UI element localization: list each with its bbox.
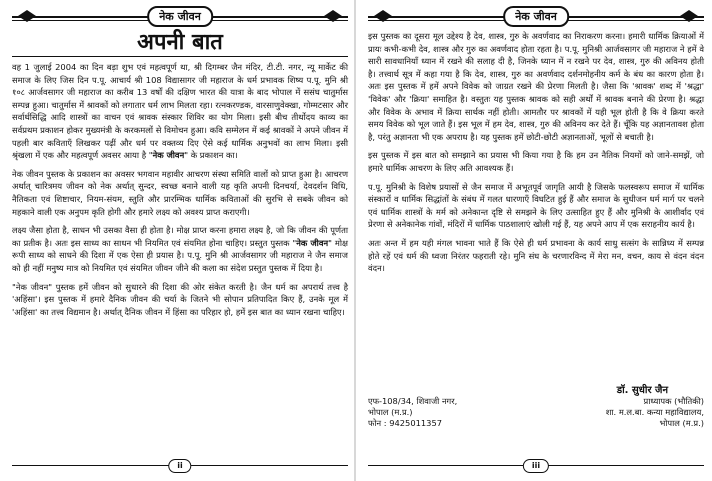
- header-title: नेक जीवन: [147, 6, 213, 27]
- paragraph: अतः अन्त में हम यही मंगल भावना भाते हैं कि ऐसे ही धर्म प्रभावना के कार्य साधु सत्संग के सान्निध्य में सम्पन्न होते रहें एवं धर्म की ध्वजा निरंतर फहराती रहे। मुनि संघ के चरणारविन्द में मेरा मन, वचन, काय से वंदन वंदन वंदन।: [368, 237, 704, 274]
- author-phone: फोन : 9425011357: [368, 418, 443, 428]
- paragraph-text: लक्ष्य जैसा होता है, साधन भी उसका वैसा ही होता है। मोक्ष प्राप्त करना हमारा लक्ष्य है, जो कि जीवन की पूर्णता का प्रतीक है। अतः इस साध्य का साधन भी नियमित एवं संयमित होना चाहिए। प्रस्तुत पुस्तक ": [12, 225, 348, 248]
- author-role: प्राध्यापक (भौतिकी): [643, 396, 704, 406]
- paragraph-tail: " के प्रकाशन का।: [184, 150, 238, 161]
- paragraph: [12, 224, 348, 274]
- paragraph-tail: " मोक्ष रूपी साध्य को साधने की दिशा में एक ऐसा ही प्रयास है। प.पू. मुनि श्री आर्जवसागर जी महाराज ने जैन समाज को ही नहीं मनुष्य मात्र को नियमित एवं संयमित जीवन जीने की कला का संदेश प्रस्तुत पुस्तक में दिया है।: [12, 237, 348, 273]
- signature-row: [368, 418, 704, 429]
- paragraph: "नेक जीवन" पुस्तक हमें जीवन को सुधारने की दिशा की ओर संकेत करती है। जैन धर्म का अपरार्थ तत्त्व है 'अहिंसा'। इस पुस्तक में हमारे दैनिक जीवन की चर्या के जितने भी सोपान प्रतिपादित किए हैं, उनके मूल में 'अहिंसा' का तत्त्व विद्यमान है। अर्थात् दैनिक जीवन में हिंसा का परिहार हो, हमें इस बात का ध्यान रखना चाहिए।: [12, 281, 348, 317]
- book-title-highlight: नेक जीवन: [296, 237, 329, 248]
- ornament-icon: [680, 10, 698, 22]
- ornament-icon: [324, 10, 342, 22]
- paragraph-text: वह 1 जुलाई 2004 का दिन बड़ा शुभ एवं महत्वपूर्ण था, श्री दिगम्बर जैन मंदिर, टी.टी. नगर, न्यू मार्केट की समाज के लिए जिस दिन प.पू. आचार्य श्री 108 विद्यासागर जी महाराज के धर्म प्रभावक शिष्य प.पू. मुनि श्री १०८ आर्जवसागर जी महाराज का करीब 13 वर्षों की दक्षिण भारत की यात्रा के बाद भोपाल में ससंघ चातुर्मास सम्पन्न हुआ। चातुर्मास में श्रावकों को लगातार धर्म लाभ मिलता रहा। रत्नकरण्डक, वारसाणुवेक्खा, गोम्मटसार और सर्वार्थसिद्धि आदि शास्त्रों का वाचन एवं श्रावक संस्कार शिविर का योग मिला। इसी बीच तीर्थोदय काव्य का सर्वप्रथम प्रकाशन होकर मुख्यमंत्री के करकमलों से विमोचन हुआ। कवि सम्मेलन में कई श्रावकों ने अपने जीवन में पहली बार कविताएँ लिखकर पढ़ीं और धर्म पर वक्तव्य दिए ऐसे कई धार्मिक अनुभवों का लाभ मिला। इसी श्रृंखला में एक और महत्वपूर्ण अवसर आया है ": [12, 62, 348, 161]
- signature-row: [368, 396, 704, 407]
- author-city: भोपाल (म.प्र.): [368, 407, 413, 417]
- author-address: एफ-108/34, शिवाजी नगर,: [368, 396, 458, 406]
- page-number: iii: [523, 459, 549, 473]
- page-number: ii: [168, 459, 191, 473]
- signature-block: [368, 385, 704, 429]
- ornament-icon: [18, 10, 36, 22]
- paragraph: इस पुस्तक में इस बात को समझाने का प्रयास भी किया गया है कि हम उन नैतिक नियमों को जाने-समझें, जो हमारे धार्मिक आचरण के लिए अति आवश्यक हैं।: [368, 150, 704, 173]
- page-header: [12, 6, 348, 28]
- page-footer: [12, 459, 348, 473]
- book-title-highlight: नेक जीवन: [152, 150, 185, 161]
- paragraph: प.पू. मुनिश्री के विशेष प्रयासों से जैन समाज में अभूतपूर्व जागृति आयी है जिसके फलस्वरूप समाज में धार्मिक संस्कारों व धार्मिक सिद्धांतों के संबंध में गलत धारणाएँ विघटित हुई हैं और समाज के सुधीजन धर्म मार्ग पर चलने एवं धार्मिक शास्त्रों के मर्म को अनेकान्त दृष्टि से समझने के लिए उत्साहित हुए हैं और मुनिश्री के आशीर्वाद एवं प्रेरणा से अनेकानेक गांवों, मंदिरों में धार्मिक पाठशालाएं खोली गई हैं, यह अपने आप में एक सराहनीय कार्य है।: [368, 181, 704, 230]
- page-header: [368, 6, 704, 28]
- paragraph: नेक जीवन पुस्तक के प्रकाशन का अवसर भगवान महावीर आचरण संस्था समिति वालों को प्राप्त हुआ है। आचरण अर्थात् चारित्रमय जीवन को नेक अर्थात् सुन्दर, स्वच्छ बनाने वाली यह कृति अपनी दिनचर्या, देवदर्शन विधि, नैतिकता एवं शिष्टाचार, नियम-संयम, स्तुति और प्रारम्भिक धार्मिक कविताओं की सुरभि से सबके जीवन को महकाने वाली एक अनुपम कृति होगी और हमारे लक्ष्य को अवश्य प्राप्त कराएगी।: [12, 168, 348, 217]
- ornament-icon: [374, 10, 392, 22]
- page-title: अपनी बात: [12, 30, 348, 57]
- paragraph: [12, 61, 348, 162]
- right-page: [356, 0, 712, 481]
- page-footer: [368, 459, 704, 473]
- signature-row: [368, 407, 704, 418]
- paragraph: इस पुस्तक का दूसरा मूल उद्देश्य है देव, शास्त्र, गुरु के अवर्णवाद का निराकरण करना। हमारी धार्मिक क्रियाओं में प्रायः कभी-कभी देव, शास्त्र और गुरु का अवर्णवाद होता रहता है। प.पू. मुनिश्री आर्जवसागर जी महाराज ने हमें वे सारी सावधानियाँ ध्यान में रखने की सलाह दी है, जिनके ध्यान में न रखने पर देव, शास्त्र, गुरु की अविनय होती है। तत्त्वार्थ सूत्र में कहा गया है कि देव, शास्त्र, गुरु का अवर्णवाद दर्शनमोहनीय कर्म के बंध का कारण होता है। अतः इस पुस्तक में हमें अपने विवेक को जाग्रत रखने की प्रेरणा मिलती है। जैसा कि 'श्रावक' शब्द में 'श्रद्धा' 'विवेक' और 'क्रिया' समाहित है। वस्तुतः यह पुस्तक श्रावक को सही अर्थों में श्रावक बनाने की प्रेरणा है। श्रद्धा और विवेक के अभाव में क्रिया सार्थक नहीं होती। आमतौर पर श्रावकों में यही भूल होती है कि वे क्रिया करते समय विवेक को भूल जाते हैं। इस भूल में हम देव, शास्त्र, गुरु की अविनय कर देते हैं। चूँकि यह अज्ञानतावश होता है, परंतु अज्ञानता भी एक अपराध है। यह पुस्तक हमें छोटी-छोटी अज्ञानताओं, भूलों से बचाती है।: [368, 31, 704, 142]
- header-title: नेक जीवन: [503, 6, 569, 27]
- author-college: शा. म.ल.बा. कन्या महाविद्यालय,: [605, 407, 704, 417]
- college-city: भोपाल (म.प्र.): [659, 418, 704, 428]
- author-name: डॉ. सुधीर जैन: [616, 385, 668, 396]
